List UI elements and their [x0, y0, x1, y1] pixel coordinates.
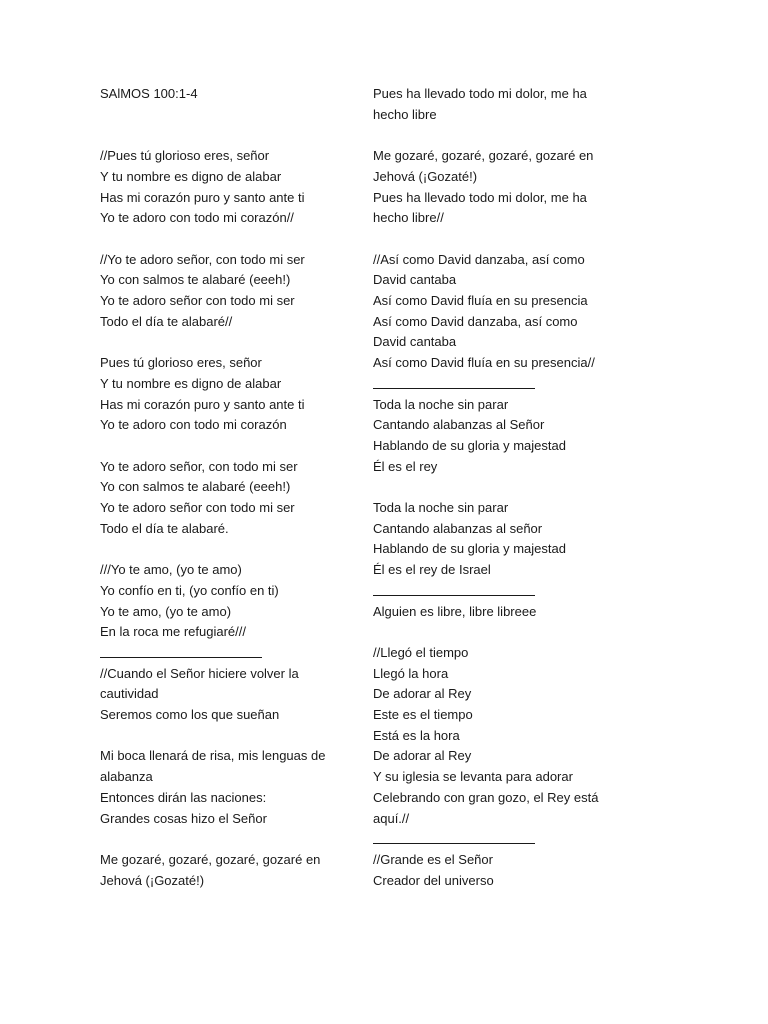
stanza: [100, 850, 340, 891]
lyric-line: Llegó la hora: [373, 665, 449, 681]
stanza: [100, 146, 340, 229]
lyric-line: Hablando de su gloria y majestad: [373, 437, 566, 453]
lyric-line: //Grande es el Señor: [373, 851, 493, 867]
lyric-line: Él es el rey de Israel: [373, 562, 491, 578]
lyric-line: //Pues tú glorioso eres, señor: [100, 148, 270, 164]
lyric-line: Pues ha llevado todo mi dolor, me ha hecho libre//: [373, 189, 587, 226]
stanza: [373, 395, 613, 478]
lyric-line: Has mi corazón puro y santo ante ti: [100, 189, 305, 205]
lyric-line: Yo te adoro señor con todo mi ser: [100, 293, 295, 308]
lyric-line: Has mi corazón puro y santo ante ti: [100, 396, 305, 412]
stanza: [373, 643, 613, 829]
lyric-line: Este es el tiempo: [373, 707, 473, 722]
lyric-line: De adorar al Rey: [373, 686, 472, 702]
lyric-line: Pues tú glorioso eres, señor: [100, 355, 262, 371]
section-divider: [373, 581, 613, 602]
lyric-line: Toda la noche sin parar: [373, 500, 509, 515]
stanza: [100, 746, 340, 829]
stanza: [373, 602, 613, 623]
lyric-line: Yo te adoro con todo mi corazón: [100, 417, 287, 433]
lyric-line: Yo te adoro con todo mi corazón//: [100, 210, 294, 226]
lyric-line: De adorar al Rey: [373, 748, 472, 764]
lyric-line: Alguien es libre, libre libreee: [373, 603, 537, 619]
stanza: [100, 457, 340, 540]
lyric-line: Y tu nombre es digno de alabar: [100, 168, 282, 184]
lyric-line: Toda la noche sin parar: [373, 396, 509, 412]
lyric-line: Así como David fluía en su presencia: [373, 293, 588, 308]
lyric-line: //Cuando el Señor hiciere volver la cautividad: [100, 665, 299, 702]
lyric-line: Y su iglesia se levanta para adorar: [373, 769, 573, 785]
lyric-line: Pues ha llevado todo mi dolor, me ha hecho libre: [373, 86, 587, 122]
lyric-line: Yo confío en ti, (yo confío en ti): [100, 582, 279, 598]
section-divider: [373, 374, 613, 395]
lyric-line: Seremos como los que sueñan: [100, 707, 280, 722]
stanza: [100, 664, 340, 726]
stanza: [373, 850, 613, 891]
stanza: [373, 84, 613, 125]
lyric-line: Grandes cosas hizo el Señor: [100, 810, 267, 826]
lyric-line: Me gozaré, gozaré, gozaré, gozaré en Jehová (¡Gozaté!): [100, 851, 321, 888]
lyric-line: Está es la hora: [373, 727, 460, 743]
left-column: [100, 84, 340, 891]
lyric-line: Todo el día te alabaré//: [100, 313, 233, 329]
lyric-line: Cantando alabanzas al Señor: [373, 417, 545, 433]
section-divider: [100, 643, 340, 664]
lyric-line: Cantando alabanzas al señor: [373, 520, 543, 536]
lyric-line: Yo te adoro señor con todo mi ser: [100, 500, 295, 515]
lyric-line: //Así como David danzaba, así como David cantaba: [373, 251, 585, 288]
lyric-line: Entonces dirán las naciones:: [100, 789, 267, 805]
lyric-line: ///Yo te amo, (yo te amo): [100, 562, 242, 578]
lyric-line: Celebrando con gran gozo, el Rey está aquí.//: [373, 789, 599, 826]
lyric-line: Mi boca llenará de risa, mis lenguas de alabanza: [100, 748, 326, 785]
lyric-line: Yo con salmos te alabaré (eeeh!): [100, 272, 291, 288]
lyric-line: Y tu nombre es digno de alabar: [100, 375, 282, 391]
lyric-line: Hablando de su gloria y majestad: [373, 541, 566, 557]
lyric-line: En la roca me refugiaré///: [100, 624, 246, 640]
document-title: SAlMOS 100:1-4: [100, 86, 198, 101]
section-divider: [373, 829, 613, 850]
lyric-line: Me gozaré, gozaré, gozaré, gozaré en Jehová (¡Gozaté!): [373, 148, 594, 184]
lyric-line: Él es el rey: [373, 458, 438, 474]
lyric-line: //Yo te adoro señor, con todo mi ser: [100, 251, 305, 267]
stanza: [373, 250, 613, 374]
lyric-line: //Llegó el tiempo: [373, 644, 469, 660]
lyric-line: Todo el día te alabaré.: [100, 520, 229, 536]
stanza: [373, 146, 613, 229]
lyric-line: Así como David fluía en su presencia//: [373, 355, 595, 371]
lyric-line: Yo te amo, (yo te amo): [100, 603, 232, 619]
stanza: [100, 250, 340, 333]
stanza: [100, 560, 340, 643]
stanza: [373, 498, 613, 581]
lyric-line: Creador del universo: [373, 872, 494, 888]
right-column: [373, 84, 613, 891]
lyric-line: Así como David danzaba, así como David cantaba: [373, 313, 578, 350]
lyric-line: Yo con salmos te alabaré (eeeh!): [100, 479, 291, 495]
stanza: [100, 353, 340, 436]
lyric-line: Yo te adoro señor, con todo mi ser: [100, 458, 298, 474]
